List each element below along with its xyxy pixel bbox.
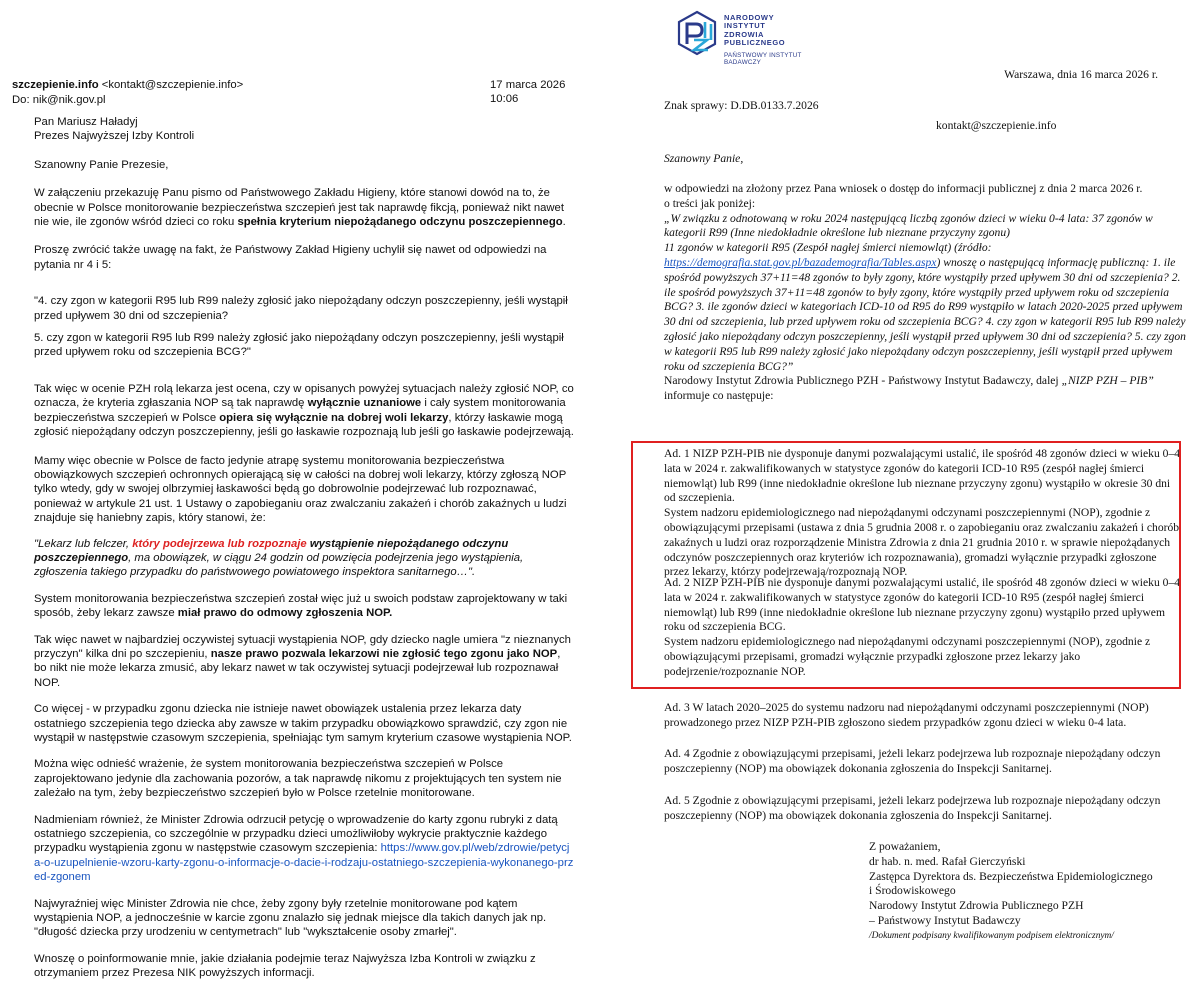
answer-ad-2: Ad. 2 NIZP PZH-PIB nie dysponuje danymi pozwalającymi ustalić, ile spośród 48 zgonów dzieci w wieku 0–4 lata w 2024 r. zakwalifikowanych w statystyce zgonów do kategorii ICD-10 R95 (zespół nagłej śmierci niemowląt) lub R99 (inne niedokładnie określone lub nieznane przyczyny zgonu) wystąpiło przed upływem roku od szczepienia BCG. System nadzoru epidemiologicznego nad niepożądanymi odczynami poszczepiennymi (NOP), zgodnie z obowiązującymi przepisami, gromadzi wyłącznie przypadki zgłoszone przez lekarzy jako podejrzenie/rozpoznanie NOP.: [664, 576, 1181, 678]
email-paragraph-2: Proszę zwrócić także uwagę na fakt, że Państwowy Zakład Higieny uchylił się nawet od odpowiedzi na pytania nr 4 i 5:: [34, 244, 547, 271]
electronic-signature-note: /Dokument podpisany kwalifikowanym podpisem elektronicznym/: [869, 930, 1114, 941]
email-header: [12, 78, 592, 107]
email-paragraph-8: Można więc odnieść wrażenie, że system monitorowania bezpieczeństwa szczepień w Polsce zaprojektowano jedynie dla zachowania pozorów, a tak naprawdę nikomu z projektujących ten system nie zależało na tym, żeby bezpieczeństwo szczepień było w Polsce rzetelnie monitorowane.: [34, 758, 562, 800]
letter-intro: w odpowiedzi na złożony przez Pana wniosek o dostęp do informacji publicznej z dnia 2 marca 2026 r. o treści jak poniżej: „W związku z odnotowaną w roku 2024 następującą liczbą zgonów dzieci w wieku 0-4 lata: 37 zgonów w kategorii R99 (Inne niedokładnie określone lub nieznane przyczyny zgonu) 11 zgonów w kategorii R95 (Zespół nagłej śmierci niemowląt) (źródło: https://demografia.stat.gov.pl/bazademografia/Tables.aspx) wnoszę o następującą informację publiczną: 1. ile spośród powyższych 37+11=48 zgonów to były zgony, które wystąpiły przed upływem 30 dni od szczepienia? 2. ile spośród powyższych 37+11=48 zgonów to były zgony, które wystąpiły przed upływem roku od szczepienia BCG? 3. ile zgonów dzieci w kategoriach ICD-10 od R95 do R99 wystąpiło w latach 2020-2025 przed upływem 30 dni od szczepienia, lub przed upływem roku od szczepienia BCG? 4. czy zgon w kategorii R95 lub R99 należy zgłosić jako niepożądany odczyn poszczepienny, jeśli wystąpił przed upływem 30 dni od szczepienia? 5. czy zgon w kategorii R95 lub R99 należy zgłosić jako niepożądany odczyn poszczepienny, jeśli wystąpił przed upływem roku od szczepienia BCG?” Narodowy Instytut Zdrowia Publicznego PZH - Państwowy Instytut Badawczy, dalej „NIZP PZH – PIB” informuje co następuje:: [664, 182, 1186, 403]
logo-subtitle: PAŃSTWOWY INSTYTUT BADAWCZY: [724, 52, 802, 67]
question-5: 5. czy zgon w kategorii R95 lub R99 należy zgłosić jako niepożądany odczyn poszczepienny, jeśli wystąpił przed upływem roku od szczepienia BCG?": [34, 332, 564, 359]
email-body: [34, 115, 574, 981]
demografia-link[interactable]: https://demografia.stat.gov.pl/bazademografia/Tables.aspx: [664, 255, 937, 269]
email-paragraph-5: System monitorowania bezpieczeństwa szczepień został więc już u swoich podstaw zaprojektowany w taki sposób, żeby lekarz zawsze miał prawo do odmowy zgłoszenia NOP.: [34, 592, 568, 620]
pzh-logo: [676, 10, 806, 70]
reference-number: Znak sprawy: D.DB.0133.7.2026: [664, 99, 819, 112]
recipient-name: Pan Mariusz Haładyj: [34, 116, 138, 128]
request-quote-1: „W związku z odnotowaną w roku 2024 następującą liczbą zgonów dzieci w wieku 0-4 lata: 37 zgonów w kategorii R99 (Inne niedokładnie określone lub nieznane przyczyny zgonu): [664, 211, 1153, 240]
email-panel: [0, 0, 600, 980]
email-paragraph-9: Nadmieniam również, że Minister Zdrowia odrzucił petycję o wprowadzenie do karty zgonu rubryki z datą ostatniego szczepienia, co szczególnie w przypadku dzieci umożliwiłoby wykrycie praktycznie każdego przypadku wystąpienia zgonu w następstwie czasowym szczepienia: https://www.gov.pl/web/zdrowie/petycja-o-uzupelnienie-wzoru-karty-zgonu-o-informacje-o-dacie-i-rodzaju-ostatniego-szczepienia-wykonanego-przed-zgonem: [34, 813, 574, 884]
email-date: 17 marca 2026 10:06: [490, 79, 566, 106]
letter-addressee: kontakt@szczepienie.info: [936, 119, 1057, 132]
email-paragraph-1: W załączeniu przekazuję Panu pismo od Państwowego Zakładu Higieny, które stanowi dowód na to, że obecnie w Polsce monitorowanie bezpieczeństwa szczepień jest tak naprawdę fikcją, ponieważ nikt nawet nie wie, ile zgonów wśród dzieci co roku spełnia kryterium niepożądanego odczynu poszczepiennego.: [34, 187, 566, 229]
email-paragraph-7: Co więcej - w przypadku zgonu dziecka nie istnieje nawet obowiązek ustalenia przez lekarza daty ostatniego szczepienia tego dziecka aby zawsze w takim przypadku obowiązkowo sprawdzić, czy zgon nie wystąpił w następstwie czasowym szczepienia, spełniając tym samym kryterium czasowe wystąpienia NOP.: [34, 703, 572, 744]
email-paragraph-11: Wnoszę o poinformowanie mnie, jakie działania podejmie teraz Najwyższa Izba Kontroli w związku z otrzymaniem przez Prezesa NIK powyższych informacji.: [34, 952, 536, 980]
answer-ad-1: Ad. 1 NIZP PZH-PIB nie dysponuje danymi pozwalającymi ustalić, ile spośród 48 zgonów dzieci w wieku 0–4 lata w 2024 r. zakwalifikowanych w statystyce zgonów do kategorii ICD-10 R95 (zespół nagłej śmierci niemowląt) lub R99 (inne niedokładnie określone lub nieznane przyczyny zgonu) wystąpiło w okresie 30 dni od szczepienia. System nadzoru epidemiologicznego nad niepożądanymi odczynami poszczepiennymi (NOP), zgodnie z obowiązującymi przepisami (ustawa z dnia 5 grudnia 2008 r. o zapobieganiu oraz zwalczaniu zakażeń i chorób zakaźnych u ludzi oraz rozporządzenie Ministra Zdrowia z dnia 21 grudnia 2010 r. w sprawie niepożądanych odczynów poszczepiennych oraz kryteriów ich rozpoznawania), gromadzi wyłącznie przypadki zgłoszone przez lekarzy, którzy podejrzewają/rozpoznają NOP.: [664, 447, 1181, 579]
email-to: Do: nik@nik.gov.pl: [12, 94, 106, 106]
signature-block: Z poważaniem, dr hab. n. med. Rafał Gierczyński Zastępca Dyrektora ds. Bezpieczeństwa Epidemiologicznego i Środowiskowego Narodowy Instytut Zdrowia Publicznego PZH – Państwowy Instytut Badawczy /Dokument podpisany kwalifikowanym podpisem elektronicznym/: [869, 840, 1199, 944]
email-paragraph-6: Tak więc nawet w najbardziej oczywistej sytuacji wystąpienia NOP, gdy dziecko nagle umiera "z nieznanych przyczyn" kilka dni po szczepieniu, nasze prawo pozwala lekarzowi nie zgłosić tego zgonu jako NOP, bo nikt nie może lekarza zmusić, aby lekarz nawet w tak oczywistej sytuacji podejrzewał lub rozpoznawał NOP.: [34, 633, 571, 689]
letter-greeting: Szanowny Panie,: [664, 152, 744, 165]
question-4: "4. czy zgon w kategorii R95 lub R99 należy zgłosić jako niepożądany odczyn poszczepienny, jeśli wystąpił przed upływem 30 dni od szczepienia?: [34, 295, 568, 322]
petition-link[interactable]: https://www.gov.pl/web/zdrowie/petycja-o-uzupelnienie-wzoru-karty-zgonu-o-informacje-o-dacie-i-rodzaju-ostatniego-szczepienia-wykonanego-przed-zgonem: [34, 842, 574, 884]
email-paragraph-3: Tak więc w ocenie PZH rolą lekarza jest ocena, czy w opisanych powyżej sytuacjach należy zgłosić NOP, co oznacza, że kryteria zgłaszania NOP są tak naprawdę wyłącznie uznaniowe i cały system monitorowania bezpieczeństwa szczepień w Polsce opiera się wyłącznie na dobrej woli lekarzy, którzy łaskawie mogą zgłosić niepożądany odczyn poszczepienny, jeśli go łaskawie rozpoznają lub jeśli go łaskawie podejrzewają.: [34, 382, 574, 439]
letter-place-date: Warszawa, dnia 16 marca 2026 r.: [1004, 68, 1158, 81]
answer-ad-5: Ad. 5 Zgodnie z obowiązującymi przepisami, jeżeli lekarz podejrzewa lub rozpoznaje niepożądany odczyn poszczepienny (NOP) ma obowiązek dokonania zgłoszenia do Inspekcji Sanitarnej.: [664, 794, 1161, 822]
answer-ad-3: Ad. 3 W latach 2020–2025 do systemu nadzoru nad niepożądanymi odczynami poszczepiennymi (NOP) prowadzonego przez NIZP PZH-PIB zgłoszono siedem przypadków zgonu dzieci w wieku 0-4 lata.: [664, 701, 1149, 729]
email-greeting: Szanowny Panie Prezesie,: [34, 158, 169, 171]
sender-address: <kontakt@szczepienie.info>: [101, 79, 244, 91]
law-quote: "Lekarz lub felczer, który podejrzewa lub rozpoznaje wystąpienie niepożądanego odczynu poszczepiennego, ma obowiązek, w ciągu 24 godzin od powzięcia podejrzenia jego wystąpienia, zgłoszenia takiego przypadku do państwowego powiatowego inspektora sanitarnego…".: [34, 537, 524, 579]
sender-name[interactable]: szczepienie.info: [12, 79, 99, 91]
highlight-box: [631, 441, 1181, 689]
email-paragraph-10: Najwyraźniej więc Minister Zdrowia nie chce, żeby zgony były rzetelnie monitorowane pod kątem wystąpienia NOP, a jednocześnie w karcie zgonu znalazło się jednak miejsce dla takich danych jak np. "długość dziecka przy urodzeniu w centymetrach" lub "wykształcenie osoby zmarłej".: [34, 897, 547, 939]
answer-ad-4: Ad. 4 Zgodnie z obowiązującymi przepisami, jeżeli lekarz podejrzewa lub rozpoznaje niepożądany odczyn poszczepienny (NOP) ma obowiązek dokonania zgłoszenia do Inspekcji Sanitarnej.: [664, 747, 1161, 775]
request-quote-2: 11 zgonów w kategorii R95 (Zespół nagłej śmierci niemowląt) (źródło: https://demografia.stat.gov.pl/bazademografia/Tables.aspx) wnoszę o następującą informację publiczną: 1. ile spośród powyższych 37+11=48 zgonów to były zgony, które wystąpiły przed upływem 30 dni od szczepienia? 2. ile spośród powyższych 37+11=48 zgonów to były zgony, które wystąpiły przed upływem roku od szczepienia BCG? 3. ile zgonów dzieci w kategoriach ICD-10 od R95 do R99 wystąpiło w latach 2020-2025 przed upływem 30 dni od szczepienia, lub przed upływem roku od szczepienia BCG? 4. czy zgon w kategorii R95 lub R99 należy zgłosić jako niepożądany odczyn poszczepienny, jeśli wystąpił przed upływem 30 dni od szczepienia? 5. czy zgon w kategorii R95 lub R99 należy zgłosić jako niepożądany odczyn poszczepienny, jeśli wystąpił przed upływem roku od szczepienia BCG?”: [664, 241, 1186, 373]
institute-line: Narodowy Instytut Zdrowia Publicznego PZH - Państwowy Instytut Badawczy, dalej „NIZP PZH – PIB”: [664, 374, 1154, 388]
pzh-logo-icon: [676, 10, 718, 56]
recipient-title: Prezes Najwyższej Izby Kontroli: [34, 130, 195, 143]
logo-name: NARODOWY INSTYTUT ZDROWIA PUBLICZNEGO: [724, 13, 786, 48]
email-paragraph-4: Mamy więc obecnie w Polsce de facto jedynie atrapę systemu monitorowania bezpieczeństwa obowiązkowych szczepień ochronnych opierającą się w całości na dobrej woli lekarzy, którzy zgłoszą NOP tylko wtedy, gdy w swojej olbrzymiej łaskawości będą go dobrowolnie podejrzewać lub rozpoznawać, ponieważ w artykule 21 ust. 1 Ustawy o zapobieganiu oraz zwalczaniu zakażeń i chorób zakaźnych u ludzi znajduje się haniebny zapis, który stanowi, że:: [34, 454, 567, 525]
